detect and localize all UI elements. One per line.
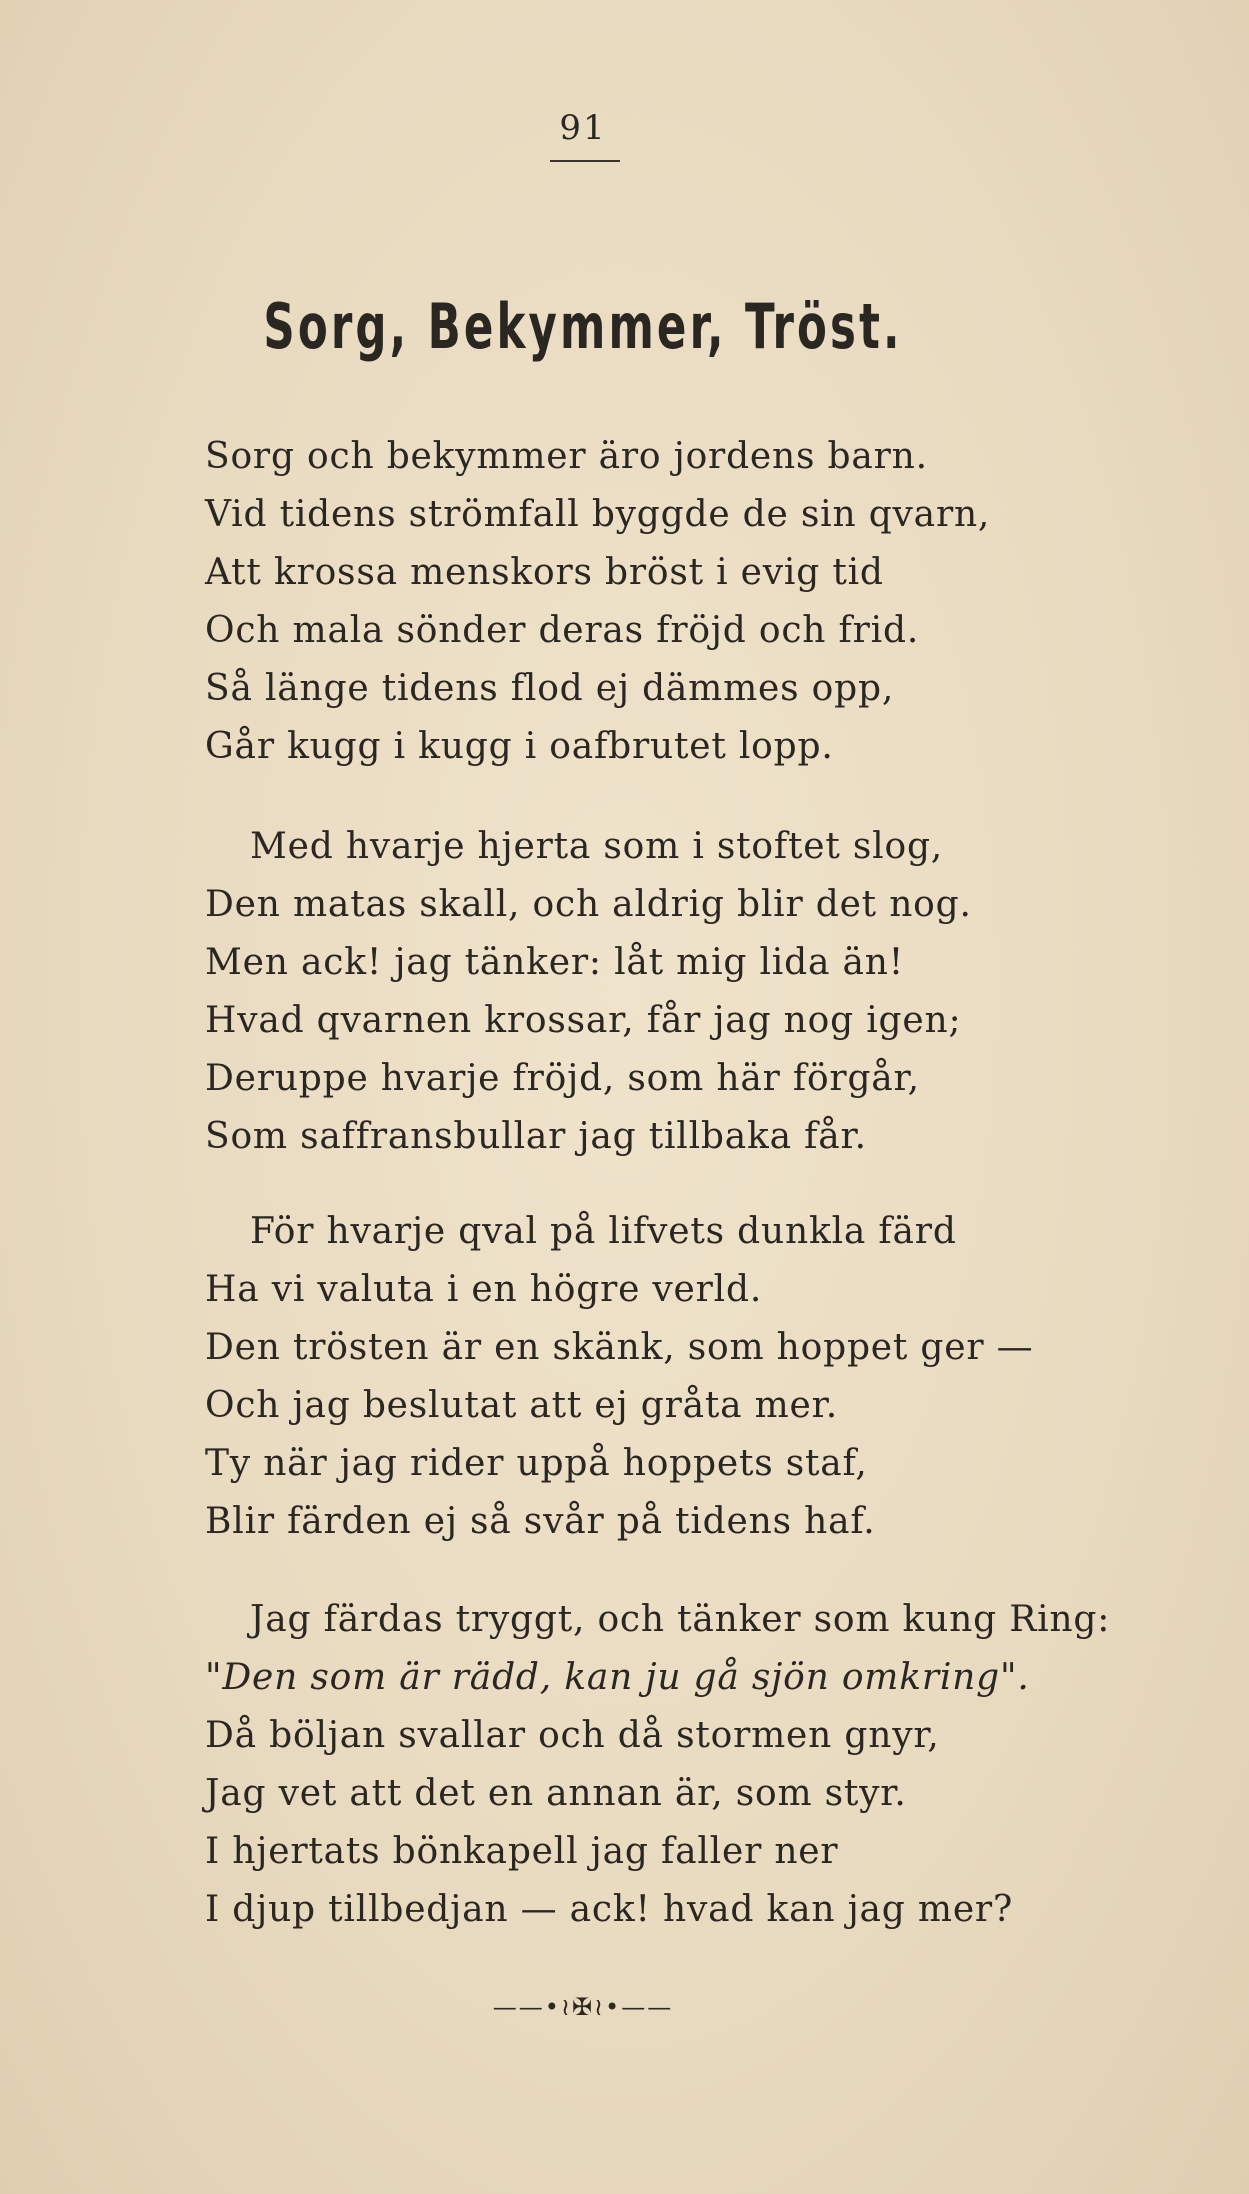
poem-line: Och mala sönder deras fröjd och frid. (205, 610, 920, 651)
poem-line: Deruppe hvarje fröjd, som här förgår, (205, 1058, 920, 1099)
poem-line: Som saffransbullar jag tillbaka får. (205, 1116, 867, 1157)
poem-line: Och jag beslutat att ej gråta mer. (205, 1385, 838, 1426)
stanza-3 (205, 1203, 1105, 1551)
poem-line: Så länge tidens flod ej dämmes opp, (205, 668, 895, 709)
poem-line: Den trösten är en skänk, som hoppet ger — (205, 1327, 1034, 1368)
poem-line: Hvad qvarnen krossar, får jag nog igen; (205, 1000, 962, 1041)
poem-line: Ty när jag rider uppå hoppets staf, (205, 1443, 868, 1484)
poem-line: I djup tillbedjan — ack! hvad kan jag mer? (205, 1889, 1014, 1930)
poem-line: I hjertats bönkapell jag faller ner (205, 1831, 839, 1872)
poem-line: Den matas skall, och aldrig blir det nog. (205, 884, 972, 925)
poem-line: Ha vi valuta i en högre verld. (205, 1269, 763, 1310)
poem-line: Går kugg i kugg i oafbrutet lopp. (205, 726, 834, 767)
poem-line: Vid tidens strömfall byggde de sin qvarn, (205, 494, 991, 535)
page-number: 91 (559, 108, 607, 148)
poem-line: Jag färdas tryggt, och tänker som kung Ring: (250, 1599, 1111, 1640)
end-ornament: ——•≀✠≀•—— (492, 1993, 674, 2021)
poem-line-quote: "Den som är rädd, kan ju gå sjön omkring". (205, 1657, 1030, 1698)
page-number-rule (550, 160, 620, 162)
poem-line: Sorg och bekymmer äro jordens barn. (205, 436, 928, 477)
poem-line: För hvarje qval på lifvets dunkla färd (250, 1211, 957, 1252)
poem-line: Med hvarje hjerta som i stoftet slog, (250, 826, 944, 867)
stanza-4 (205, 1591, 1111, 1939)
poem-title: Sorg, Bekymmer, Tröst. (263, 290, 903, 363)
poem-line: Men ack! jag tänker: låt mig lida än! (205, 942, 904, 983)
stanza-1 (205, 428, 1105, 776)
poem-line: Blir färden ej så svår på tidens haf. (205, 1501, 876, 1542)
poem-line: Att krossa menskors bröst i evig tid (205, 552, 884, 593)
stanza-2 (205, 818, 1105, 1166)
poem-line: Då böljan svallar och då stormen gnyr, (205, 1715, 940, 1756)
poem-line: Jag vet att det en annan är, som styr. (205, 1773, 907, 1814)
